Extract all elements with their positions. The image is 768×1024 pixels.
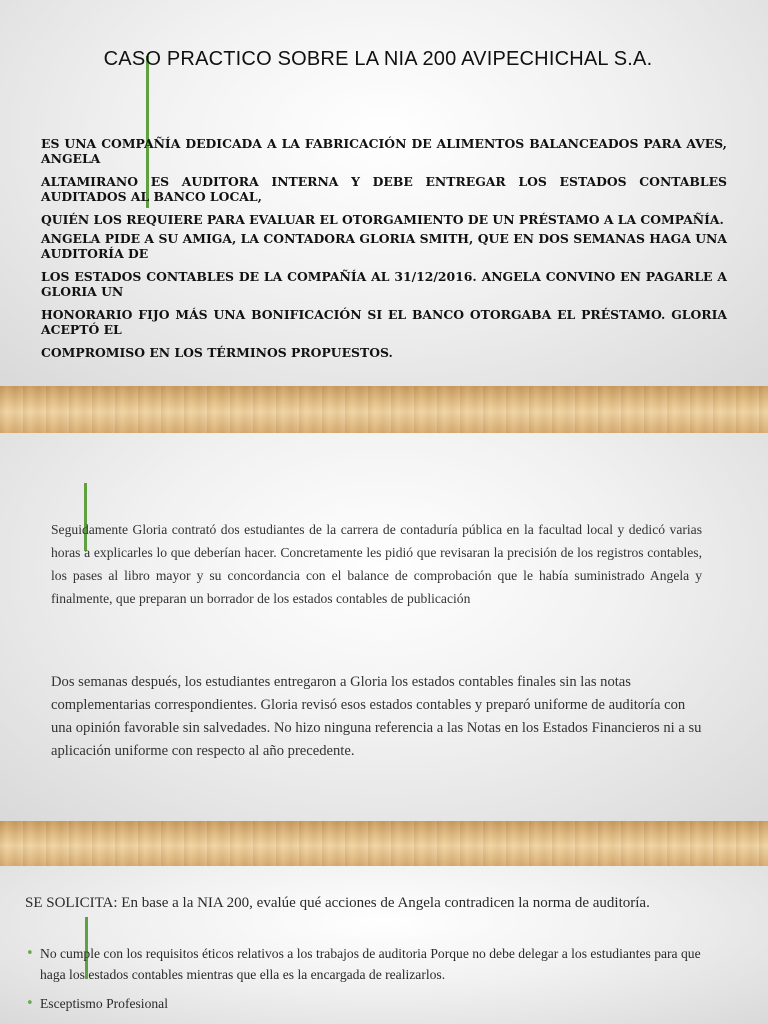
list-item	[25, 943, 725, 985]
slide-2	[0, 433, 768, 821]
list-item	[25, 993, 725, 1014]
wood-divider	[0, 386, 768, 433]
paragraph: ALTAMIRANO ES AUDITORA INTERNA Y DEBE ENTREGAR LOS ESTADOS CONTABLES AUDITADOS AL BANCO LOCAL,	[41, 174, 727, 204]
paragraph: LOS ESTADOS CONTABLES DE LA COMPAÑÍA AL 31/12/2016. ANGELA CONVINO EN PAGARLE A GLORIA UN	[41, 269, 727, 299]
paragraph: COMPROMISO EN LOS TÉRMINOS PROPUESTOS.	[41, 345, 393, 360]
bullet-icon: •	[26, 946, 34, 961]
wood-divider	[0, 821, 768, 866]
list-item-text: Esceptismo Profesional	[40, 996, 168, 1011]
bullet-icon: •	[26, 996, 34, 1011]
list-item-text: No cumple con los requisitos éticos relativos a los trabajos de auditoria Porque no debe delegar a los estudiantes para que haga los estados contables mientras que ella es la encargada de realizarlos.	[40, 946, 701, 982]
paragraph: ANGELA PIDE A SU AMIGA, LA CONTADORA GLORIA SMITH, QUE EN DOS SEMANAS HAGA UNA AUDITORÍA DE	[41, 231, 727, 261]
slide-title: CASO PRACTICO SOBRE LA NIA 200 AVIPECHICHAL S.A.	[103, 48, 653, 70]
slide-3	[0, 866, 768, 1024]
paragraph: ES UNA COMPAÑÍA DEDICADA A LA FABRICACIÓN DE ALIMENTOS BALANCEADOS PARA AVES, ANGELA	[41, 136, 727, 166]
paragraph: Dos semanas después, los estudiantes entregaron a Gloria los estados contables finales sin las notas complementarias correspondientes. Gloria revisó esos estados contables y preparó uniforme de auditoría con una opinión favorable sin salvedades. No hizo ninguna referencia a las Notas en los Estados Financieros ni a su aplicación uniforme con respecto al año precedente.	[51, 674, 702, 759]
answer-list	[25, 943, 725, 1022]
paragraph: Seguidamente Gloria contrató dos estudiantes de la carrera de contaduría pública en la facultad local y dedicó varias horas a explicarles lo que deberían hacer. Concretamente les pidió que revisaran la precisión de los registros contables, los pases al libro mayor y su concordancia con el balance de comprobación que le había suministrado Angela y finalmente, que preparan un borrador de los estados contables de publicación	[51, 522, 702, 606]
case-description	[41, 136, 727, 368]
paragraph: HONORARIO FIJO MÁS UNA BONIFICACIÓN SI EL BANCO OTORGABA EL PRÉSTAMO. GLORIA ACEPTÓ EL	[41, 307, 727, 337]
request-text: SE SOLICITA: En base a la NIA 200, evalúe qué acciones de Angela contradicen la norma de auditoría.	[25, 895, 650, 911]
paragraph: QUIÉN LOS REQUIERE PARA EVALUAR EL OTORGAMIENTO DE UN PRÉSTAMO A LA COMPAÑÍA.	[41, 212, 724, 227]
slide-1	[0, 0, 768, 386]
